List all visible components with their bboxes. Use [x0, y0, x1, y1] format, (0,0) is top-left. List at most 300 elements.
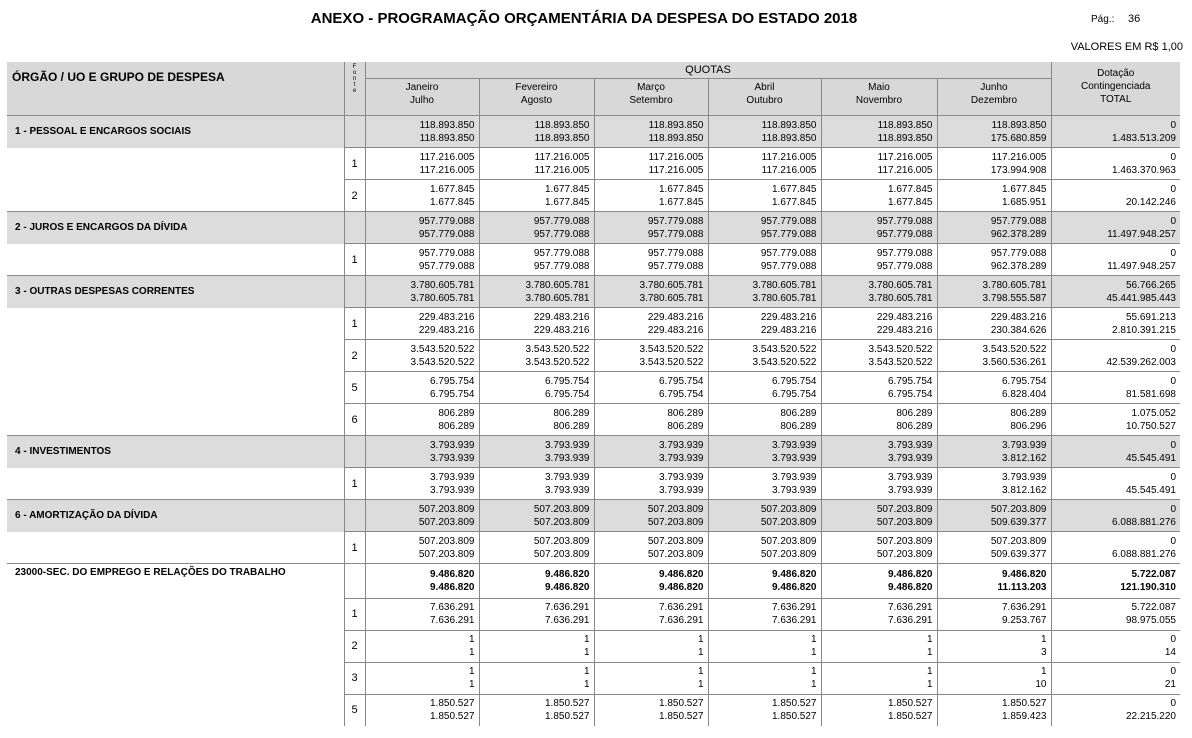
table-row: [7, 532, 1180, 564]
quota-cell: [821, 694, 937, 726]
header-total: Dotação Contingenciada TOTAL: [1051, 62, 1180, 116]
value-bottom: 229.483.216: [647, 324, 704, 336]
value-top: 9.486.820: [545, 568, 590, 580]
value-top: 1.677.845: [430, 183, 475, 195]
quota-cell: [594, 340, 708, 372]
value-top: 957.779.088: [760, 215, 817, 227]
value-top: 957.779.088: [647, 247, 704, 259]
value-top: 1: [1040, 634, 1047, 645]
table-row: [7, 276, 1180, 308]
quota-cell: [937, 148, 1051, 180]
total-cell: [1051, 180, 1180, 212]
quota-cell: [821, 532, 937, 564]
value-top: 957.779.088: [990, 215, 1047, 227]
value-top: 9.486.820: [772, 568, 817, 580]
row-label: 23000-SEC. DO EMPREGO E RELAÇÕES DO TRABALHO: [7, 564, 344, 599]
value-bottom: 229.483.216: [760, 324, 817, 336]
value-top: 1: [697, 634, 704, 645]
value-top: 3.793.939: [545, 471, 590, 483]
quota-cell: [594, 212, 708, 244]
value-top: 9.486.820: [659, 568, 704, 580]
value-bottom: 117.216.005: [761, 164, 817, 176]
value-bottom: 1.685.951: [1002, 196, 1047, 208]
value-top: 0: [1170, 375, 1176, 387]
quota-cell: [365, 148, 479, 180]
table-body: [7, 116, 1180, 726]
quota-cell: [937, 598, 1051, 630]
quota-cell: [821, 212, 937, 244]
value-top: 1: [583, 634, 590, 645]
total-cell: [1051, 340, 1180, 372]
quota-cell: [937, 372, 1051, 404]
value-bottom: 3.543.520.522: [639, 356, 704, 368]
quota-cell: [479, 308, 594, 340]
value-bottom: 7.636.291: [430, 615, 475, 626]
value-bottom: 1.850.527: [430, 711, 475, 722]
value-bottom: 3.793.939: [888, 452, 933, 464]
value-top: 6.795.754: [1002, 375, 1047, 387]
value-bottom: 1.677.845: [659, 196, 704, 208]
value-bottom: 118.893.850: [761, 132, 817, 144]
value-top: 117.216.005: [877, 151, 933, 163]
row-fonte: [344, 212, 365, 244]
row-fonte: 1: [344, 148, 365, 180]
row-fonte: 2: [344, 340, 365, 372]
quota-cell: [821, 308, 937, 340]
value-top: 957.779.088: [990, 247, 1047, 259]
value-top: 1: [468, 634, 475, 645]
row-fonte: [344, 564, 365, 599]
value-bottom: 1.859.423: [1002, 711, 1047, 722]
value-bottom: 507.203.809: [533, 548, 590, 560]
value-top: 0: [1170, 215, 1176, 227]
row-fonte: [344, 500, 365, 532]
quota-cell: [479, 372, 594, 404]
row-fonte: 1: [344, 598, 365, 630]
value-bottom: 229.483.216: [418, 324, 475, 336]
value-top: 806.289: [553, 407, 590, 419]
row-label: [7, 662, 344, 694]
value-bottom: 1: [468, 647, 475, 658]
quota-cell: [937, 436, 1051, 468]
table-row: [7, 630, 1180, 662]
value-bottom: 3.543.520.522: [868, 356, 933, 368]
value-bottom: 118.893.850: [877, 132, 933, 144]
value-bottom: 230.384.626: [990, 324, 1047, 336]
value-bottom: 1: [926, 679, 933, 690]
value-top: 1.850.527: [772, 698, 817, 709]
value-top: 118.893.850: [419, 119, 475, 131]
header-quotas: QUOTAS: [365, 62, 1051, 79]
value-bottom: 117.216.005: [877, 164, 933, 176]
value-top: 507.203.809: [760, 535, 817, 547]
row-label: [7, 468, 344, 500]
quota-cell: [479, 500, 594, 532]
page-number: 36: [1128, 13, 1141, 25]
value-bottom: 3.793.939: [545, 484, 590, 496]
value-top: 7.636.291: [888, 602, 933, 613]
value-top: 3.793.939: [772, 471, 817, 483]
value-top: 3.780.605.781: [982, 279, 1047, 291]
value-bottom: 3.793.939: [430, 452, 475, 464]
value-top: 118.893.850: [991, 119, 1047, 131]
table-row: [7, 404, 1180, 436]
value-top: 118.893.850: [534, 119, 590, 131]
value-top: 118.893.850: [648, 119, 704, 131]
quota-cell: [479, 276, 594, 308]
value-top: 6.795.754: [545, 375, 590, 387]
value-bottom: 507.203.809: [647, 516, 704, 528]
row-fonte: 1: [344, 244, 365, 276]
value-top: 806.289: [896, 407, 933, 419]
value-bottom: 1.677.845: [545, 196, 590, 208]
value-bottom: 81.581.698: [1125, 388, 1176, 400]
value-bottom: 7.636.291: [545, 615, 590, 626]
quota-cell: [937, 340, 1051, 372]
quota-cell: [937, 630, 1051, 662]
quota-cell: [365, 116, 479, 148]
value-bottom: 1.677.845: [772, 196, 817, 208]
value-top: 1: [697, 666, 704, 677]
quota-cell: [594, 468, 708, 500]
value-bottom: 1: [697, 679, 704, 690]
value-top: 1: [926, 666, 933, 677]
value-bottom: 42.539.262.003: [1106, 356, 1176, 368]
value-bottom: 3.543.520.522: [752, 356, 817, 368]
quota-cell: [365, 662, 479, 694]
row-label: 6 - AMORTIZAÇÃO DA DÍVIDA: [7, 500, 344, 532]
value-top: 9.486.820: [430, 568, 475, 580]
value-top: 7.636.291: [545, 602, 590, 613]
value-bottom: 9.486.820: [545, 581, 590, 593]
value-bottom: 1.463.370.963: [1112, 164, 1176, 176]
value-bottom: 7.636.291: [888, 615, 933, 626]
value-top: 957.779.088: [418, 215, 475, 227]
value-bottom: 6.828.404: [1002, 388, 1047, 400]
value-bottom: 45.441.985.443: [1106, 292, 1176, 304]
value-top: 1.677.845: [888, 183, 933, 195]
value-bottom: 957.779.088: [533, 228, 590, 240]
page-label: Pág.:: [1091, 14, 1115, 25]
value-top: 56.766.265: [1125, 279, 1176, 291]
value-bottom: 1.850.527: [772, 711, 817, 722]
row-label: [7, 180, 344, 212]
value-bottom: 6.795.754: [772, 388, 817, 400]
quota-cell: [821, 598, 937, 630]
value-bottom: 957.779.088: [647, 260, 704, 272]
quota-cell: [937, 308, 1051, 340]
row-fonte: 3: [344, 662, 365, 694]
quota-cell: [821, 116, 937, 148]
total-cell: [1051, 276, 1180, 308]
quota-cell: [708, 436, 821, 468]
value-bottom: 507.203.809: [418, 516, 475, 528]
table-row: [7, 564, 1180, 599]
quota-cell: [821, 564, 937, 599]
quota-cell: [365, 308, 479, 340]
row-label: [7, 532, 344, 564]
quota-cell: [708, 500, 821, 532]
budget-table: [7, 62, 1180, 726]
value-top: 957.779.088: [533, 247, 590, 259]
quota-cell: [594, 372, 708, 404]
value-bottom: 507.203.809: [876, 516, 933, 528]
value-bottom: 3.798.555.587: [982, 292, 1047, 304]
value-top: 1: [926, 634, 933, 645]
value-top: 3.543.520.522: [752, 343, 817, 355]
value-bottom: 9.486.820: [888, 581, 933, 593]
value-top: 6.795.754: [430, 375, 475, 387]
value-top: 6.795.754: [888, 375, 933, 387]
values-unit: VALORES EM R$ 1,00: [1070, 41, 1183, 53]
value-bottom: 98.975.055: [1125, 615, 1176, 626]
row-label: 4 - INVESTIMENTOS: [7, 436, 344, 468]
value-bottom: 175.680.859: [990, 132, 1047, 144]
row-label: 1 - PESSOAL E ENCARGOS SOCIAIS: [7, 116, 344, 148]
quota-cell: [479, 404, 594, 436]
quota-cell: [708, 564, 821, 599]
value-bottom: 6.088.881.276: [1112, 516, 1176, 528]
value-bottom: 3.812.162: [1002, 452, 1047, 464]
value-top: 1: [583, 666, 590, 677]
value-bottom: 3.543.520.522: [410, 356, 475, 368]
value-top: 957.779.088: [876, 247, 933, 259]
value-bottom: 3.560.536.261: [982, 356, 1047, 368]
quota-cell: [594, 404, 708, 436]
row-label: [7, 630, 344, 662]
quota-cell: [365, 694, 479, 726]
value-top: 0: [1170, 119, 1176, 131]
value-top: 3.793.939: [772, 439, 817, 451]
quota-cell: [594, 694, 708, 726]
value-top: 3.793.939: [888, 439, 933, 451]
quota-cell: [937, 662, 1051, 694]
value-bottom: 229.483.216: [876, 324, 933, 336]
value-bottom: 806.296: [1010, 420, 1047, 432]
value-bottom: 1.677.845: [430, 196, 475, 208]
value-top: 117.216.005: [419, 151, 475, 163]
value-bottom: 957.779.088: [533, 260, 590, 272]
value-top: 3.793.939: [430, 471, 475, 483]
value-bottom: 3.780.605.781: [639, 292, 704, 304]
row-label: 2 - JUROS E ENCARGOS DA DÍVIDA: [7, 212, 344, 244]
quota-cell: [594, 598, 708, 630]
row-label: [7, 148, 344, 180]
value-top: 3.793.939: [430, 439, 475, 451]
quota-cell: [821, 500, 937, 532]
value-top: 507.203.809: [418, 535, 475, 547]
quota-cell: [708, 468, 821, 500]
value-bottom: 118.893.850: [648, 132, 704, 144]
quota-cell: [594, 500, 708, 532]
value-top: 0: [1170, 634, 1176, 645]
value-top: 118.893.850: [761, 119, 817, 131]
row-fonte: 2: [344, 180, 365, 212]
value-top: 1.850.527: [888, 698, 933, 709]
value-top: 806.289: [780, 407, 817, 419]
value-bottom: 6.795.754: [545, 388, 590, 400]
total-cell: [1051, 308, 1180, 340]
value-bottom: 507.203.809: [647, 548, 704, 560]
value-top: 0: [1170, 666, 1176, 677]
value-bottom: 1: [468, 679, 475, 690]
value-top: 1.677.845: [1002, 183, 1047, 195]
value-bottom: 118.893.850: [534, 132, 590, 144]
header-month-6: Junho Dezembro: [937, 79, 1051, 116]
value-top: 6.795.754: [659, 375, 704, 387]
row-label: [7, 372, 344, 404]
value-bottom: 1: [810, 647, 817, 658]
quota-cell: [821, 340, 937, 372]
quota-cell: [708, 308, 821, 340]
quota-cell: [594, 564, 708, 599]
value-top: 507.203.809: [990, 535, 1047, 547]
quota-cell: [479, 662, 594, 694]
value-bottom: 806.289: [667, 420, 704, 432]
quota-cell: [937, 500, 1051, 532]
table-row: [7, 468, 1180, 500]
value-bottom: 229.483.216: [533, 324, 590, 336]
quota-cell: [708, 662, 821, 694]
quota-cell: [821, 436, 937, 468]
value-bottom: 7.636.291: [772, 615, 817, 626]
value-top: 7.636.291: [659, 602, 704, 613]
quota-cell: [708, 598, 821, 630]
quota-cell: [937, 244, 1051, 276]
quota-cell: [821, 372, 937, 404]
value-top: 3.543.520.522: [639, 343, 704, 355]
quota-cell: [708, 148, 821, 180]
value-top: 0: [1170, 247, 1176, 259]
value-top: 3.793.939: [888, 471, 933, 483]
row-label: 3 - OUTRAS DESPESAS CORRENTES: [7, 276, 344, 308]
total-cell: [1051, 662, 1180, 694]
table-row: [7, 212, 1180, 244]
quota-cell: [594, 116, 708, 148]
total-cell: [1051, 532, 1180, 564]
value-bottom: 3.780.605.781: [410, 292, 475, 304]
row-fonte: 6: [344, 404, 365, 436]
value-top: 229.483.216: [533, 311, 590, 323]
value-top: 0: [1170, 535, 1176, 547]
quota-cell: [708, 630, 821, 662]
value-bottom: 3.793.939: [545, 452, 590, 464]
value-top: 957.779.088: [418, 247, 475, 259]
header-month-1: Janeiro Julho: [365, 79, 479, 116]
value-bottom: 6.795.754: [659, 388, 704, 400]
quota-cell: [479, 694, 594, 726]
quota-cell: [365, 532, 479, 564]
quota-cell: [708, 276, 821, 308]
header-fonte: F o n t e: [344, 62, 365, 116]
value-bottom: 9.486.820: [659, 581, 704, 593]
quota-cell: [937, 404, 1051, 436]
value-bottom: 3: [1040, 647, 1047, 658]
value-bottom: 118.893.850: [419, 132, 475, 144]
total-cell: [1051, 244, 1180, 276]
value-top: 229.483.216: [876, 311, 933, 323]
value-top: 117.216.005: [648, 151, 704, 163]
header-month-2: Fevereiro Agosto: [479, 79, 594, 116]
report-title: ANEXO - PROGRAMAÇÃO ORÇAMENTÁRIA DA DESPESA DO ESTADO 2018: [310, 10, 858, 27]
quota-cell: [365, 404, 479, 436]
value-top: 117.216.005: [534, 151, 590, 163]
value-top: 1.850.527: [430, 698, 475, 709]
table-row: [7, 308, 1180, 340]
quota-cell: [365, 436, 479, 468]
quota-cell: [708, 212, 821, 244]
total-cell: [1051, 468, 1180, 500]
value-bottom: 806.289: [438, 420, 475, 432]
table-row: [7, 116, 1180, 148]
table-row: [7, 436, 1180, 468]
value-bottom: 3.780.605.781: [752, 292, 817, 304]
value-top: 3.780.605.781: [752, 279, 817, 291]
value-bottom: 806.289: [780, 420, 817, 432]
value-top: 3.780.605.781: [868, 279, 933, 291]
table-row: [7, 662, 1180, 694]
row-fonte: 1: [344, 468, 365, 500]
row-label: [7, 404, 344, 436]
value-bottom: 6.795.754: [430, 388, 475, 400]
value-bottom: 1.850.527: [545, 711, 590, 722]
row-fonte: 5: [344, 694, 365, 726]
value-bottom: 1.850.527: [659, 711, 704, 722]
total-cell: [1051, 116, 1180, 148]
value-bottom: 957.779.088: [418, 228, 475, 240]
value-bottom: 9.486.820: [430, 581, 475, 593]
value-top: 507.203.809: [418, 503, 475, 515]
value-top: 229.483.216: [760, 311, 817, 323]
value-top: 55.691.213: [1125, 311, 1176, 323]
value-top: 806.289: [438, 407, 475, 419]
value-bottom: 6.795.754: [888, 388, 933, 400]
table-row: [7, 340, 1180, 372]
quota-cell: [365, 500, 479, 532]
value-bottom: 3.793.939: [659, 452, 704, 464]
value-top: 507.203.809: [876, 503, 933, 515]
value-bottom: 1: [810, 679, 817, 690]
quota-cell: [479, 212, 594, 244]
value-bottom: 507.203.809: [760, 516, 817, 528]
value-bottom: 962.378.289: [990, 260, 1047, 272]
row-label: [7, 308, 344, 340]
table-row: [7, 598, 1180, 630]
value-top: 1.075.052: [1131, 407, 1176, 419]
value-top: 7.636.291: [1002, 602, 1047, 613]
value-top: 3.780.605.781: [639, 279, 704, 291]
value-bottom: 21: [1164, 679, 1176, 690]
value-top: 3.543.520.522: [982, 343, 1047, 355]
value-top: 507.203.809: [876, 535, 933, 547]
value-top: 507.203.809: [647, 535, 704, 547]
value-bottom: 1.677.845: [888, 196, 933, 208]
row-fonte: [344, 276, 365, 308]
value-bottom: 957.779.088: [760, 260, 817, 272]
quota-cell: [479, 436, 594, 468]
value-top: 0: [1170, 183, 1176, 195]
value-top: 1: [810, 666, 817, 677]
value-bottom: 45.545.491: [1125, 484, 1176, 496]
row-fonte: [344, 116, 365, 148]
value-bottom: 3.793.939: [659, 484, 704, 496]
value-top: 6.795.754: [772, 375, 817, 387]
header-month-5: Maio Novembro: [821, 79, 937, 116]
value-bottom: 1: [926, 647, 933, 658]
value-top: 0: [1170, 503, 1176, 515]
value-top: 3.780.605.781: [410, 279, 475, 291]
value-top: 0: [1170, 151, 1176, 163]
